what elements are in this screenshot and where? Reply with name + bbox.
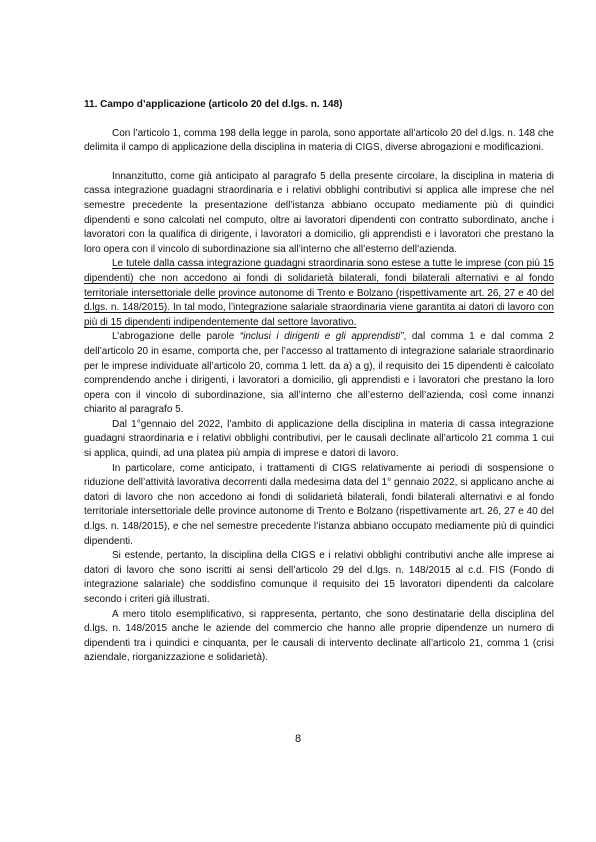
paragraph-3-underlined xyxy=(84,257,554,330)
document-body xyxy=(84,98,554,666)
page-number: 8 xyxy=(294,733,302,745)
paragraph-4-italic: “inclusi i dirigenti e gli apprendisti” xyxy=(239,331,404,343)
paragraph-6: In particolare, come anticipato, i trattamenti di CIGS relativamente ai periodi di sospensione o riduzione dell’attività lavorativa decorrenti dalla medesima data del 1° gennaio 2022, si applicano anche ai datori di lavoro che non accedono ai fondi di solidarietà bilaterali, fondi bilaterali alternativi e al fondo territoriale intersettoriale delle province autonome di Trento e Bolzano (rispettivamente art. 26, 27 e 40 del d.lgs. n. 148/2015), e che nel semestre precedente l’istanza abbiano occupato mediamente più di quindici dipendenti. xyxy=(84,462,554,547)
paragraph-1: Con l’articolo 1, comma 198 della legge in parola, sono apportate all’articolo 20 del d.lgs. n. 148 che delimita il campo di applicazione della disciplina in materia di CIGS, diverse abrogazioni e modificazioni. xyxy=(84,127,554,154)
section-heading: 11. Campo d’applicazione (articolo 20 del d.lgs. n. 148) xyxy=(84,99,343,110)
paragraph-2: Innanzitutto, come già anticipato al paragrafo 5 della presente circolare, la disciplina in materia di cassa integrazione guadagni straordinaria e i relativi obblighi contributivi si applica alle imprese che nel semestre precedente la presentazione dell’istanza abbiano occupato mediamente più di quindici dipendenti e sono calcolati nel computo, oltre ai lavoratori dipendenti con contratto subordinato, anche i lavoratori con la qualifica di dirigente, i lavoratori a domicilio, gli apprendisti e i lavoratori che prestano la loro opera con il vincolo di subordinazione sia all’interno che all’esterno dell’azienda. xyxy=(84,170,554,255)
paragraph-4 xyxy=(84,330,554,418)
paragraph-4-before: L’abrogazione delle parole xyxy=(112,331,240,343)
underlined-text: Le tutele dalla cassa integrazione guadagni straordinaria sono estese a tutte le imprese (con più 15 dipendenti) che non accedono ai fondi di solidarietà bilaterali, fondi bilaterali alternativi e al fondo territoriale intersettoriale delle province autonome di Trento e Bolzano (rispettivamente art. 26, 27 e 40 del d.lgs. n. 148/2015). In tal modo, l’integrazione salariale straordinaria viene garantita ai datori di lavoro con più di 15 dipendenti indipendentemente dal settore lavorativo. xyxy=(84,258,554,328)
paragraph-5: Dal 1°gennaio del 2022, l’ambito di applicazione della disciplina in materia di cassa integrazione guadagni straordinaria e i relativi obblighi contributivi, per le causali declinate all’articolo 21 comma 1 cui si applica, quindi, ad una platea più ampia di imprese e datori di lavoro. xyxy=(84,418,554,460)
paragraph-8: A mero titolo esemplificativo, si rappresenta, pertanto, che sono destinatarie della disciplina del d.lgs. n. 148/2015 anche le aziende del commercio che hanno alle proprie dipendenze un numero di dipendenti tra i quindici e cinquanta, per le causali di intervento declinate all’articolo 21, comma 1 (crisi aziendale, riorganizzazione e solidarietà). xyxy=(84,608,554,664)
paragraph-7: Si estende, pertanto, la disciplina della CIGS e i relativi obblighi contributivi anche alle imprese ai datori di lavoro che sono iscritti ai sensi dell’articolo 29 del d.lgs. n. 148/2015 al c.d. FIS (Fondo di integrazione salariale) che soddisfino comunque il requisito dei 15 lavoratori dipendenti da calcolare secondo i criteri già illustrati. xyxy=(84,550,554,605)
paragraph-4-after: , dal comma 1 e dal comma 2 dell’articolo 20 in esame, comporta che, per l’accesso al trattamento di integrazione salariale straordinario per le imprese individuate all’articolo 20, comma 1 lett. da a) a g), il requisito dei 15 dipendenti è calcolato comprendendo anche i dirigenti, i lavoratori a domicilio, gli apprendisti e i lavoratori che prestano la loro opera con il vincolo di subordinazione, sia all’interno che all’esterno dell’azienda, così come innanzi chiarito al paragrafo 5. xyxy=(84,331,554,416)
